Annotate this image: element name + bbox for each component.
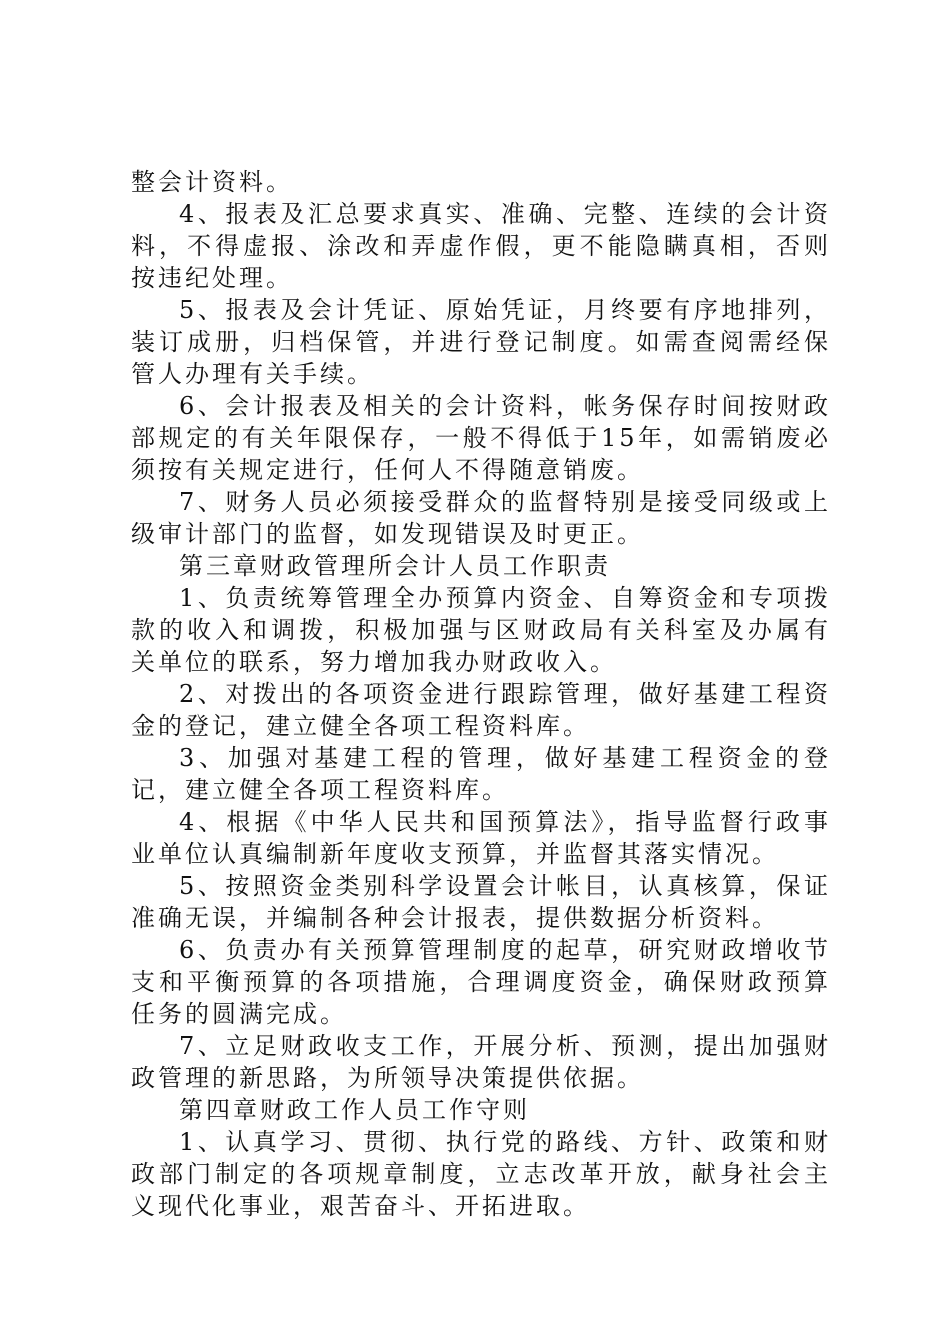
paragraph-item-4-reports: 4、报表及汇总要求真实、准确、完整、连续的会计资料，不得虚报、涂改和弄虚作假，更不能隐瞒真相，否则按违纪处理。 bbox=[131, 200, 831, 292]
paragraph-duty-5: 5、按照资金类别科学设置会计帐目，认真核算，保证准确无误，并编制各种会计报表，提供数据分析资料。 bbox=[131, 872, 831, 932]
paragraph-rule-1: 1、认真学习、贯彻、执行党的路线、方针、政策和财政部门制定的各项规章制度，立志改革开放，献身社会主义现代化事业，艰苦奋斗、开拓进取。 bbox=[131, 1128, 831, 1220]
paragraph-item-6-retention: 6、会计报表及相关的会计资料，帐务保存时间按财政部规定的有关年限保存，一般不得低于15年，如需销废必须按有关规定进行，任何人不得随意销废。 bbox=[131, 392, 831, 484]
paragraph-duty-3: 3、加强对基建工程的管理，做好基建工程资金的登记，建立健全各项工程资料库。 bbox=[131, 744, 831, 804]
paragraph-duty-7: 7、立足财政收支工作，开展分析、预测，提出加强财政管理的新思路，为所领导决策提供依据。 bbox=[131, 1032, 831, 1092]
paragraph-continuation: 整会计资料。 bbox=[131, 168, 293, 196]
paragraph-duty-6: 6、负责办有关预算管理制度的起草，研究财政增收节支和平衡预算的各项措施，合理调度资金，确保财政预算任务的圆满完成。 bbox=[131, 936, 831, 1028]
paragraph-duty-4: 4、根据《中华人民共和国预算法》，指导监督行政事业单位认真编制新年度收支预算，并监督其落实情况。 bbox=[131, 808, 831, 868]
paragraph-item-7-supervision: 7、财务人员必须接受群众的监督特别是接受同级或上级审计部门的监督，如发现错误及时更正。 bbox=[131, 488, 831, 548]
chapter-3-heading: 第三章财政管理所会计人员工作职责 bbox=[179, 552, 611, 580]
paragraph-duty-2: 2、对拨出的各项资金进行跟踪管理，做好基建工程资金的登记，建立健全各项工程资料库。 bbox=[131, 680, 831, 740]
chapter-4-heading: 第四章财政工作人员工作守则 bbox=[179, 1096, 530, 1124]
paragraph-item-5-vouchers: 5、报表及会计凭证、原始凭证，月终要有序地排列，装订成册，归档保管，并进行登记制度。如需查阅需经保管人办理有关手续。 bbox=[131, 296, 831, 388]
document-body bbox=[131, 166, 831, 1222]
paragraph-duty-1: 1、负责统筹管理全办预算内资金、自筹资金和专项拨款的收入和调拨，积极加强与区财政局有关科室及办属有关单位的联系，努力增加我办财政收入。 bbox=[131, 584, 831, 676]
